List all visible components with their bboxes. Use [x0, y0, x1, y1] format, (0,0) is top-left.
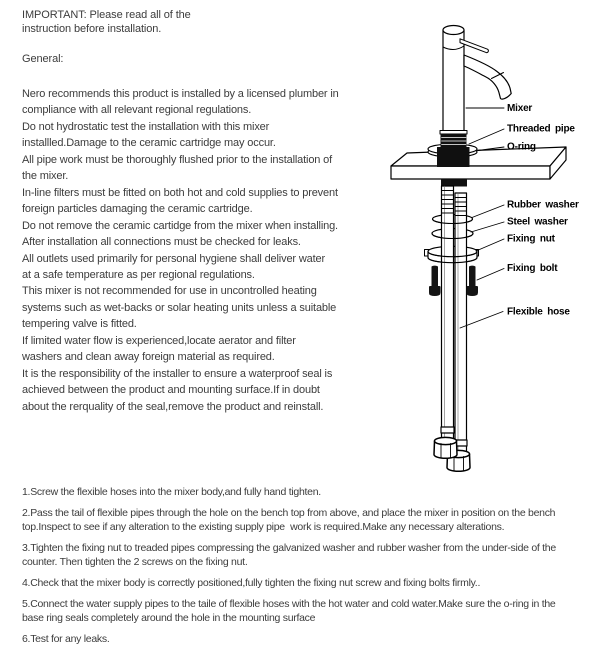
text-line: systems such as wet-backs or solar heating units unless a suitable: [22, 301, 337, 314]
text-line: 1.Screw the flexible hoses into the mixer body,and fully hand tighten.: [22, 486, 321, 498]
text-line: instruction before installation.: [22, 23, 162, 35]
label-flexible-hose: Flexible hose: [507, 306, 570, 318]
text-line: foreign particles damaging the ceramic cartridge.: [22, 203, 253, 216]
text-line: top.Inspect to see if any alteration to the existing supply pipe work is required.Make any necessary alterations.: [22, 521, 505, 534]
leader-fixing-bolt: [477, 269, 504, 281]
right-hose: [455, 193, 468, 452]
text-line: 4.Check that the mixer body is correctly positioned,fully tighten the fixing nut screw and fixing bolts firmly..: [22, 576, 481, 589]
left-hose-nut: [434, 437, 457, 458]
text-line: achieved between the product and mounting surface.If in doubt: [22, 384, 320, 397]
text-line: 5.Connect the water supply pipes to the taile of flexible hoses with the hot water and cold water.Make sure the o-ring in the: [22, 597, 556, 610]
leader-steel-washer: [471, 222, 504, 232]
text-line: at a safe temperature as per regional regulations.: [22, 268, 255, 281]
pipe-stub: [441, 179, 467, 187]
label-mixer: Mixer: [507, 103, 533, 114]
text-line: This mixer is not recommended for use in uncontrolled heating: [22, 285, 317, 298]
text-line: installled.Damage to the ceramic cartridge may occur.: [22, 137, 276, 150]
text-line: 3.Tighten the fixing nut to treaded pipes compressing the galvanized washer and rubber washer from the under-side of the: [22, 541, 556, 554]
text-line: In-line filters must be fitted on both hot and cold supplies to prevent: [22, 186, 338, 199]
text-line: base ring seals completely around the hole in the mounting surface: [22, 612, 316, 625]
text-line: All pipe work must be thoroughly flushed prior to the installation of: [22, 153, 333, 166]
text-line: the mixer.: [22, 170, 69, 183]
text-line: 6.Test for any leaks.: [22, 632, 110, 645]
text-line: washers and clean away foreign material as required.: [22, 351, 275, 364]
general-heading: General:: [22, 53, 64, 65]
leader-rubber-washer: [472, 205, 504, 218]
text-line: tempering valve is fitted.: [22, 318, 137, 331]
mixer-body: [443, 26, 511, 133]
text-line: If limited water flow is experienced,locate aerator and filter: [22, 334, 296, 347]
text-line: counter. Then tighten the 2 screws on the fixing nut.: [22, 556, 248, 569]
threaded-pipe-part: [437, 131, 470, 168]
text-line: Nero recommends this product is installed by a licensed plumber in: [22, 88, 339, 100]
leader-threaded-pipe: [469, 129, 504, 144]
text-line: It is the responsibility of the installer to ensure a waterproof seal is: [22, 367, 333, 380]
text-line: All outlets used primarily for personal hygiene shall deliver water: [22, 252, 325, 265]
left-hose: [441, 186, 454, 440]
label-fixing-bolt: Fixing bolt: [507, 263, 558, 274]
label-threaded-pipe: Threaded pipe: [507, 123, 575, 135]
part-labels: [507, 103, 579, 318]
label-o-ring: O-ring: [507, 141, 536, 153]
bench-top: [391, 147, 566, 179]
text-line: Do not remove the ceramic cartidge from the mixer when installing.: [22, 219, 338, 232]
mixer-spout: [464, 55, 511, 99]
text-line: 2.Pass the tail of flexible pipes through the hole on the bench top from above, and place the mixer in position on the bench: [22, 506, 556, 519]
label-fixing-nut: Fixing nut: [507, 233, 555, 245]
text-line: about the rerquality of the seal,remove the product and reinstall.: [22, 400, 324, 413]
leader-fixing-nut: [476, 239, 504, 251]
text-line: After installation all connections must be checked for leaks.: [22, 236, 301, 249]
text-line: IMPORTANT: Please read all of the: [22, 9, 191, 21]
text-line: compliance with all relevant regional regulations.: [22, 104, 252, 117]
label-steel-washer: Steel washer: [507, 216, 568, 228]
label-rubber-washer: Rubber washer: [507, 199, 579, 211]
text-line: Do not hydrostatic test the installation with this mixer: [22, 120, 270, 133]
